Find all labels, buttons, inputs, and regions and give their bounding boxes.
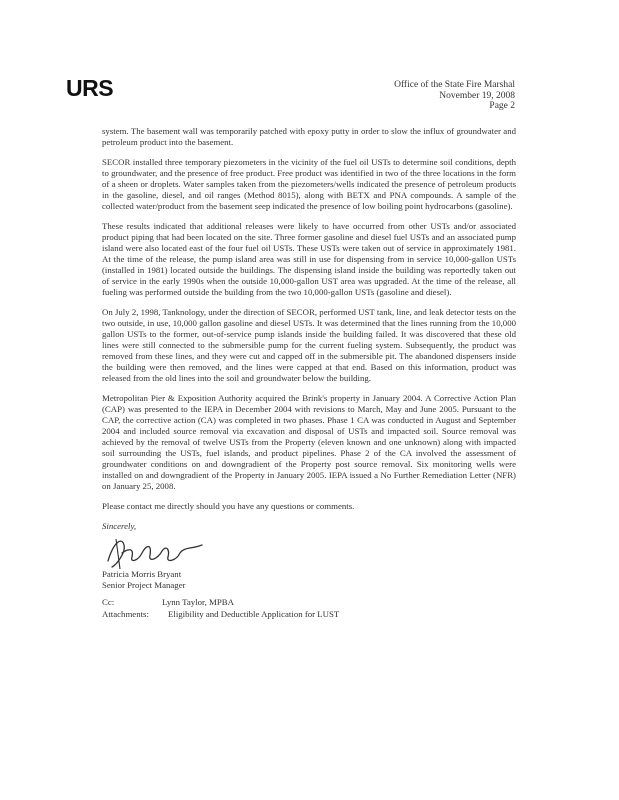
signer-info	[102, 569, 186, 591]
handwritten-signature	[102, 531, 212, 571]
attachments-row	[102, 609, 516, 620]
body-paragraph: On July 2, 1998, Tanknology, under the direction of SECOR, performed UST tank, line, and leak detector tests on the two outside, in use, 10,000 gallon gasoline and diesel USTs. It was determined that the lines running from the 10,000 gallon USTs to the former, out-of-service pump islands inside the building failed. It was discovered that these old lines were still connected to the submersible pump for the current fueling system. Subsequently, the product was removed from these lines, and they were cut and capped off in the submersible pit. The abandoned dispensers inside the building were then removed, and the lines were capped at that end. Based on this information, product was released from the old lines into the soil and groundwater below the building.	[102, 307, 516, 383]
closing-line: Please contact me directly should you have any questions or comments.	[102, 501, 355, 511]
body-paragraph: These results indicated that additional releases were likely to have occurred from other USTs and/or associated product piping that had been located on the site. Three former gasoline and diesel fuel USTs and an associated pump island were also located east of the four fuel oil USTs. These USTs were taken out of service in approximately 1981. At the time of the release, the pump island area was still in use for dispensing from in service 10,000-gallon USTs (installed in 1981) located outside the buildings. The dispensing island inside the building was reportedly taken out of service in the early 1990s when the outside 10,000-gallon UST area was upgraded. At the time of the release, all fueling was performed outside the building from the two 10,000-gallon USTs (gasoline and diesel).	[102, 221, 516, 297]
letter-header	[394, 80, 515, 112]
urs-logo: URS	[66, 75, 114, 101]
cc-label: Cc:	[102, 597, 115, 607]
cc-value: Lynn Taylor, MPBA	[162, 597, 234, 607]
cc-row	[102, 597, 516, 608]
header-date: November 19, 2008	[439, 90, 515, 101]
letter-body	[102, 126, 516, 620]
signature-block	[102, 521, 516, 593]
attachments-value: Eligibility and Deductible Application for LUST	[168, 609, 340, 619]
attachments-label: Attachments:	[102, 609, 149, 619]
sincerely-text: Sincerely,	[102, 521, 137, 531]
header-page-number: Page 2	[489, 101, 515, 111]
header-office: Office of the State Fire Marshal	[394, 80, 515, 90]
signer-name: Patricia Morris Bryant	[102, 569, 182, 579]
body-paragraph: Metropolitan Pier & Exposition Authority acquired the Brink's property in January 2004. A Corrective Action Plan (CAP) was presented to the IEPA in December 2004 with revisions to March, May and June 2005. Pursuant to the CAP, the corrective action (CA) was completed in two phases. Phase 1 CA was conducted in August and September 2004 and included source removal via excavation and disposal of USTs and impacted soil. Source removal was achieved by the removal of twelve USTs from the Property (eleven known and one unknown) along with impacted soil surrounding the USTs, fuel islands, and product pipelines. Phase 2 of the CA involved the assessment of groundwater conditions on and downgradient of the Property post source removal. Six monitoring wells were installed on and downgradient of the Property in January 2005. IEPA issued a No Further Remediation Letter (NFR) on January 25, 2008.	[102, 393, 516, 491]
signer-title: Senior Project Manager	[102, 580, 186, 590]
body-paragraph: system. The basement wall was temporarily patched with epoxy putty in order to slow the influx of groundwater and petroleum product into the basement.	[102, 126, 516, 147]
body-paragraph: SECOR installed three temporary piezometers in the vicinity of the fuel oil USTs to determine soil conditions, depth to groundwater, and the presence of free product. Free product was identified in two of the three locations in the form of a sheen or droplets. Water samples taken from the piezometers/wells indicated the presence of petroleum products in the gasoline, diesel, and oil ranges (Method 8015), along with BETX and PNA compounds. A sample of the collected water/product from the basement seep indicated the presence of low boiling point hydrocarbons (gasoline).	[102, 157, 516, 211]
